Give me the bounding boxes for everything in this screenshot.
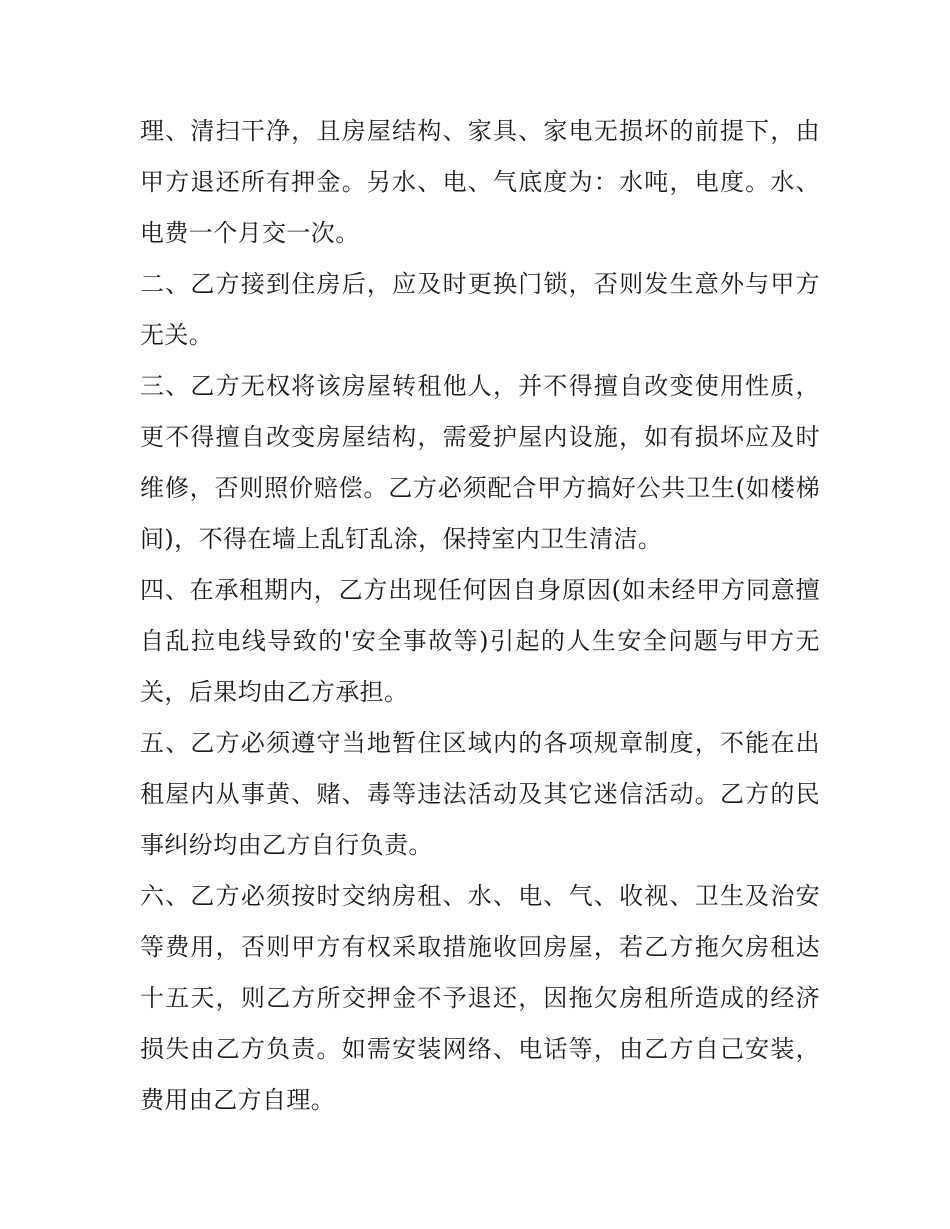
paragraph-clause-6: 六、乙方必须按时交纳房租、水、电、气、收视、卫生及治安等费用，否则甲方有权采取措施收回房屋，若乙方拖欠房租达十五天，则乙方所交押金不予退还，因拖欠房租所造成的经济损失由乙方负责。如需安装网络、电话等，由乙方自己安装，费用由乙方自理。 [140, 882, 820, 1114]
paragraph-deposit-return: 理、清扫干净，且房屋结构、家具、家电无损坏的前提下，由甲方退还所有押金。另水、电、气底度为：水吨，电度。水、电费一个月交一次。 [140, 117, 820, 247]
document-body [140, 106, 820, 1126]
paragraph-clause-5: 五、乙方必须遵守当地暂住区域内的各项规章制度，不能在出租屋内从事黄、赌、毒等违法活动及其它迷信活动。乙方的民事纠纷均由乙方自行负责。 [140, 729, 820, 859]
paragraph-clause-2: 二、乙方接到住房后，应及时更换门锁，否则发生意外与甲方无关。 [140, 270, 820, 349]
paragraph-clause-3: 三、乙方无权将该房屋转租他人，并不得擅自改变使用性质，更不得擅自改变房屋结构，需爱护屋内设施，如有损坏应及时维修，否则照价赔偿。乙方必须配合甲方搞好公共卫生(如楼梯间)，不得在墙上乱钉乱涂，保持室内卫生清洁。 [140, 372, 820, 553]
paragraph-clause-4: 四、在承租期内，乙方出现任何因自身原因(如未经甲方同意擅自乱拉电线导致的'安全事故等)引起的人生安全问题与甲方无关，后果均由乙方承担。 [140, 576, 820, 706]
